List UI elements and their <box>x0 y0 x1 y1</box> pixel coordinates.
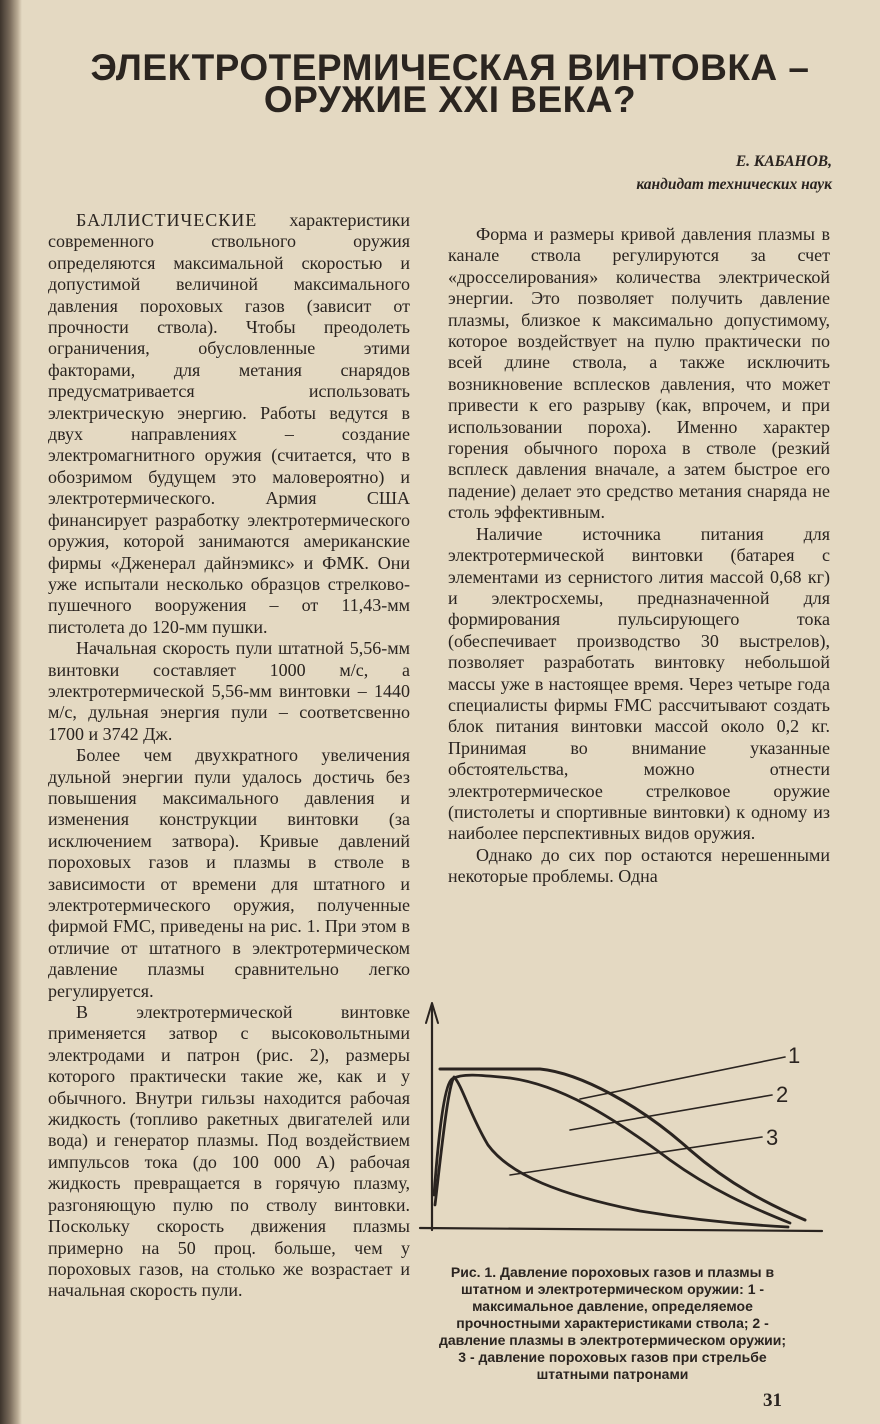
book-spine-shadow <box>0 0 22 1424</box>
curve-3-powder-pressure <box>435 1077 788 1227</box>
figure-pressure-curves <box>410 975 830 1260</box>
curve-2-plasma-pressure <box>434 1075 790 1223</box>
paragraph: Однако до сих пор остаются нерешенными некоторые проблемы. Одна <box>448 844 830 887</box>
paragraph: Начальная скорость пули штатной 5,56-мм винтовки составляет 1000 м/с, а электротермической 5,56-мм винтовки – 1440 м/с, дульная энергия пули – соответсвенно 1700 и 3742 Дж. <box>48 638 410 744</box>
article-title-line-2: ОРУЖИЕ XXI ВЕКА? <box>263 79 637 120</box>
paragraph <box>48 210 410 638</box>
paragraph: В электротермической винтовке применяется затвор с высоковольтными электродами и патрон (рис. 2), размеры которого практически такие же, как и у обычного. Внутри гильзы находится рабочая жидкость (топливо ракетных двигателей или вода) и генератор плазмы. Под воздействием импульсов тока (до 100 000 А) рабочая жидкость превращается в горячую плазму, разгоняющую пулю по стволу винтовки. Поскольку скорость движения плазмы примерно на 50 проц. больше, чем у пороховых газов, на столько же возрастает и начальная скорость пули. <box>48 1002 410 1301</box>
curve-label-2: 2 <box>776 1082 789 1107</box>
curve-label-1: 1 <box>788 1043 801 1068</box>
paragraph: Форма и размеры кривой давления плазмы в канале ствола регулируются за счет «дросселирования» количества электрической энергии. Это позволяет получить давление плазмы, близкое к максимально допустимому, которое воздействует на пулю практически по всей длине ствола, а также исключить возникновение всплесков давления, что может привести к его разрыву (как, впрочем, и при использовании пороха). Именно характер горения обычного пороха в стволе (резкий всплеск давления вначале, а затем быстрое его падение) делает это средство метания снаряда не столь эффективным. <box>448 224 830 523</box>
figure-caption: Рис. 1. Давление пороховых газов и плазмы в штатном и электротермическом оружии: 1 - максимальное давление, определяемое прочностными характеристиками ствола; 2 - давление плазмы в электротермическом оружии; 3 - давление пороховых газов при стрельбе штатными патронами <box>438 1264 787 1382</box>
paragraph-text: характеристики современного ствольного оружия определяются максимальной скоростью и допустимой величиной максимального давления пороховых газов (зависит от прочности ствола). Чтобы преодолеть ограничения, обусловленные этими факторами, для метания снарядов предусматривается использовать электрическую энергию. Работы ведутся в двух направлениях – создание электромагнитного оружия (считается, что в обозримом будущем это маловероятно) и электротермического. Армия США финансирует разработку электротермического оружия, которой занимаются американские фирмы «Дженерал дайнэмикс» и ФМК. Они уже испытали несколько образцов стрелково-пушечного вооружения – от 11,43-мм пистолета до 120-мм пушки. <box>48 210 410 637</box>
author-block <box>636 150 832 196</box>
left-column <box>48 210 410 1302</box>
curve-1-max-pressure <box>440 1069 805 1220</box>
author-name: Е. КАБАНОВ, <box>735 153 832 170</box>
page-number: 31 <box>763 1390 782 1411</box>
author-degree: кандидат технических наук <box>636 176 832 193</box>
paragraph: Наличие источника питания для электротермической винтовки (батарея с элементами из сернистого лития массой 0,68 кг) и электросхемы, предназначенной для формирования пульсирующего тока (обеспечивает производство 30 выстрелов), позволяет разработать винтовку небольшой массы уже в настоящее время. Через четыре года специалисты фирмы FMC рассчитывают создать блок питания винтовки массой около 0,2 кг. Принимая во внимание указанные обстоятельства, можно отнести электротермическое стрелковое оружие (пистолеты и спортивные винтовки) к одному из наиболее перспективных видов оружия. <box>448 523 830 844</box>
lead-word: БАЛЛИСТИЧЕСКИЕ <box>76 210 258 230</box>
x-axis <box>420 1228 822 1231</box>
pointer-line-3 <box>510 1137 762 1175</box>
pressure-graph <box>410 975 830 1260</box>
paragraph: Более чем двухкратного увеличения дульной энергии пули удалось достичь без повышения максимального давления и изменения конструкции винтовки (за исключением затвора). Кривые давлений пороховых газов и плазмы в стволе в зависимости от времени для штатного и электротермического оружия, полученные фирмой FMC, приведены на рис. 1. При этом в отличие от штатного в электротермическом давление плазмы сравнительно легко регулируется. <box>48 745 410 1001</box>
right-column <box>448 224 830 888</box>
article-title-line-1: ЭЛЕКТРОТЕРМИЧЕСКАЯ ВИНТОВКА – <box>90 47 810 88</box>
curve-label-3: 3 <box>766 1125 779 1150</box>
